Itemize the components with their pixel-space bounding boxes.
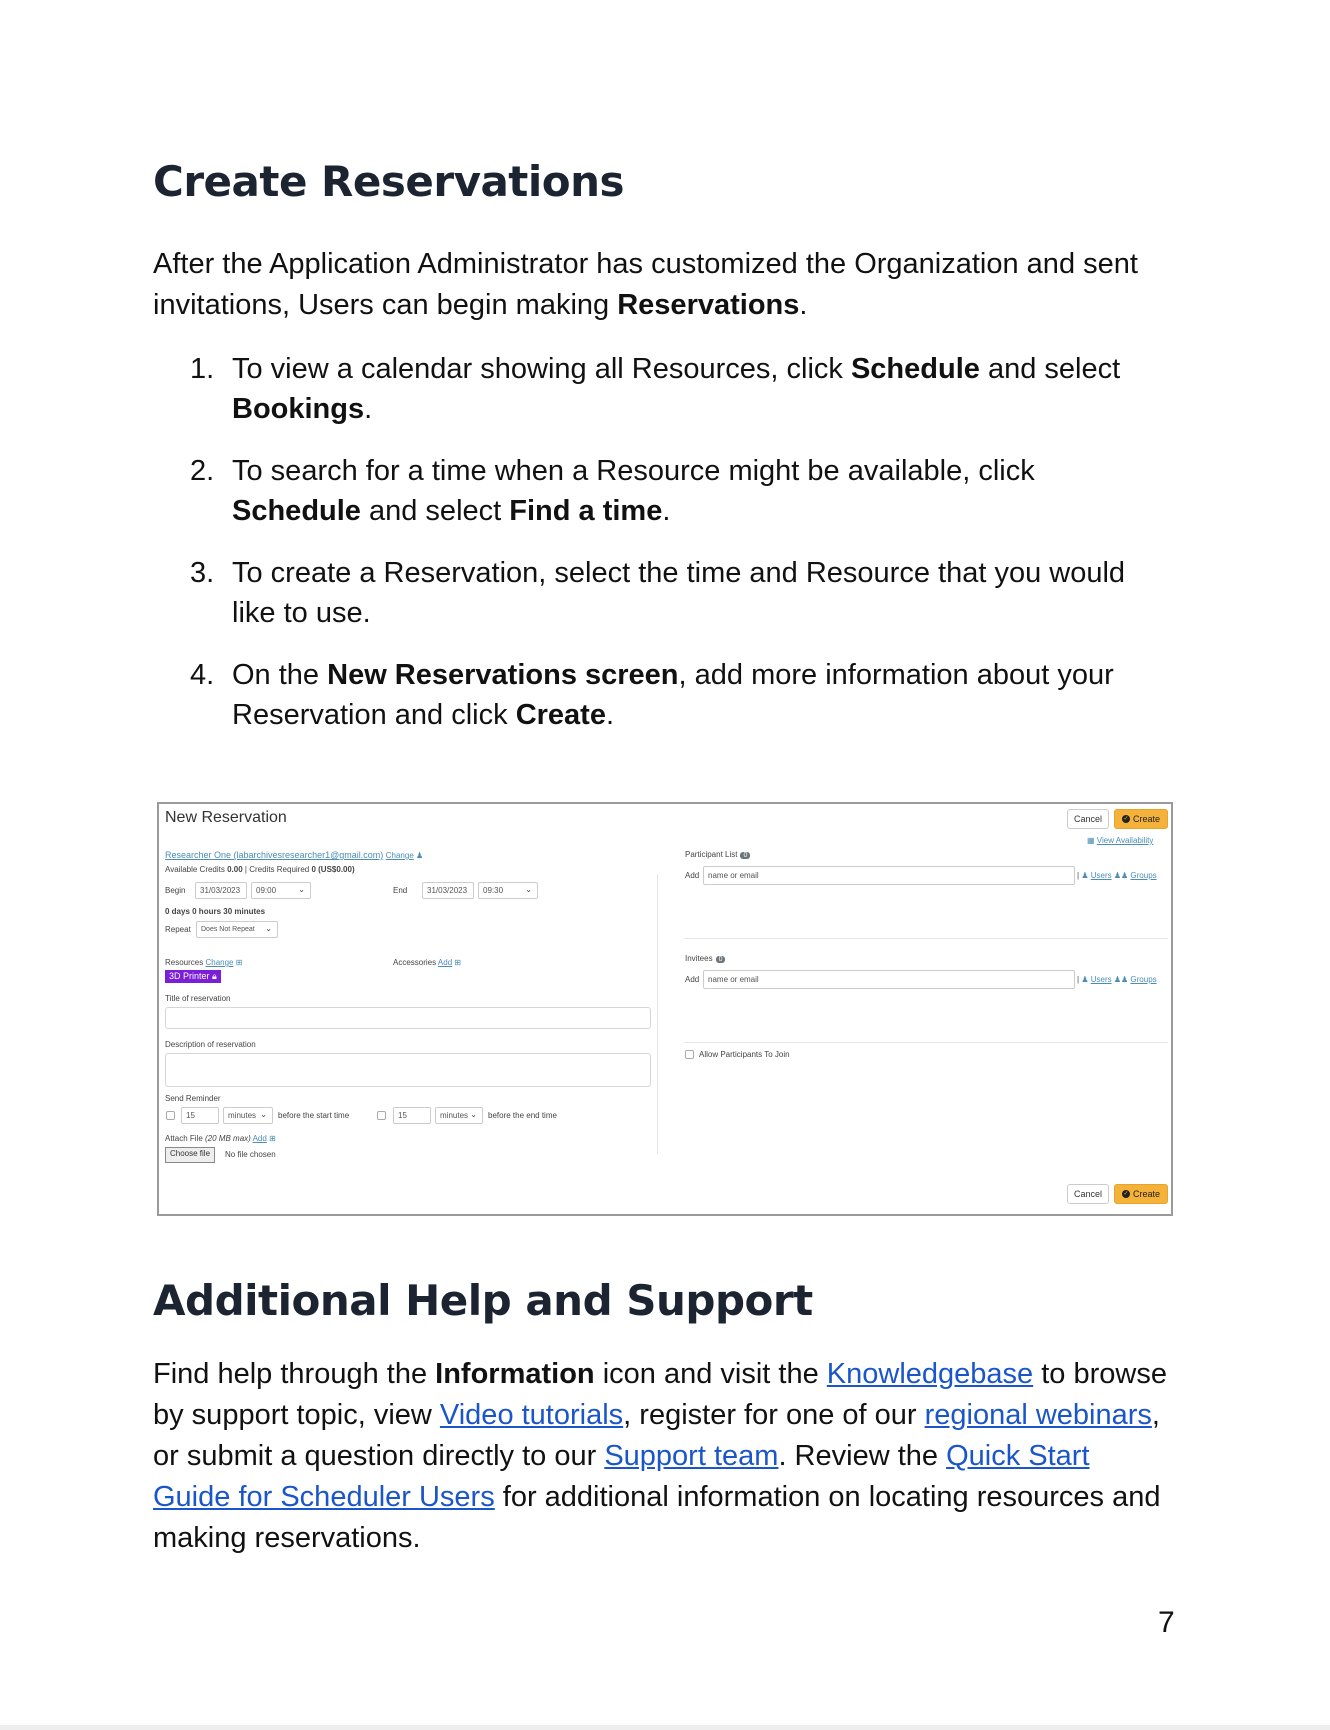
screenshot-title: New Reservation (165, 809, 287, 826)
resource-tag[interactable]: 3D Printer 🔒︎ (165, 970, 221, 983)
steps-list (190, 349, 1150, 757)
invitees-users-link[interactable]: Users (1090, 975, 1112, 984)
no-file-text: No file chosen (225, 1150, 276, 1159)
participant-list-area (685, 887, 1168, 939)
end-reminder-input[interactable]: 15 (393, 1107, 431, 1124)
description-textarea[interactable] (165, 1053, 651, 1087)
resources-change-link[interactable]: Change (205, 958, 234, 967)
participant-input[interactable]: name or email (703, 866, 1075, 885)
regional-webinars-link[interactable]: regional webinars (924, 1399, 1152, 1431)
page-bottom-rule (0, 1725, 1330, 1730)
chevron-down-icon: ⌄ (265, 924, 272, 933)
plus-icon: ⊞ (454, 958, 462, 967)
invitees-groups-link[interactable]: Groups (1130, 975, 1157, 984)
calendar-icon: ▦ (1087, 836, 1097, 845)
allow-join-label: Allow Participants To Join (699, 1050, 790, 1059)
create-button-bottom[interactable]: ✓ Create (1114, 1184, 1168, 1204)
invitees-add-label: Add (685, 975, 700, 984)
participant-add-label: Add (685, 871, 700, 880)
plus-icon: ⊞ (235, 958, 243, 967)
video-tutorials-link[interactable]: Video tutorials (439, 1399, 624, 1431)
quick-start-guide-link[interactable]: Quick Start Guide for Scheduler Users (153, 1440, 1090, 1513)
accessories-line: Accessories Add ⊞ (393, 958, 462, 967)
page-number: 7 (1158, 1606, 1175, 1639)
user-icon: ♟ (1081, 975, 1089, 984)
intro-paragraph: After the Application Administrator has customized the Organization and sent invitations, Users can begin making Reservations. (153, 248, 1138, 321)
knowledgebase-link[interactable]: Knowledgebase (826, 1358, 1034, 1390)
plus-icon: ⊞ (269, 1134, 276, 1143)
repeat-label: Repeat (165, 925, 191, 934)
chevron-down-icon: ⌄ (260, 1110, 267, 1119)
start-reminder-checkbox[interactable] (166, 1111, 175, 1120)
new-reservation-screenshot (157, 802, 1173, 1216)
list-item: 2. To search for a time when a Resource might be available, click Schedule and select Find a time. (190, 455, 1035, 527)
column-divider (657, 874, 658, 1154)
duration-text: 0 days 0 hours 30 minutes (165, 907, 266, 916)
begin-time-select[interactable]: 09:00 ⌄ (251, 882, 311, 899)
user-icon: ♟ (413, 851, 424, 860)
cancel-button[interactable]: Cancel (1067, 809, 1109, 829)
participant-groups-link[interactable]: Groups (1130, 871, 1157, 880)
chevron-down-icon: ⌄ (525, 885, 532, 894)
support-team-link[interactable]: Support team (604, 1440, 779, 1472)
end-label: End (393, 886, 408, 895)
chevron-down-icon: ⌄ (470, 1110, 477, 1119)
begin-date-input[interactable]: 31/03/2023 (195, 882, 247, 899)
check-icon: ✓ (1123, 1191, 1129, 1197)
user-icon: ♟ (1081, 871, 1089, 880)
start-reminder-unit-select[interactable]: minutes ⌄ (223, 1107, 273, 1124)
list-item: 3. To create a Reservation, select the time and Resource that you would like to use. (190, 557, 1126, 629)
end-reminder-unit-select[interactable]: minutes ⌄ (435, 1107, 483, 1124)
participant-list-label: Participant List 0 (685, 850, 750, 859)
list-item: 4. On the New Reservations screen, add more information about your Reservation and click Create. (190, 659, 1114, 731)
user-line (165, 850, 423, 860)
section-title-help: Additional Help and Support (153, 1276, 813, 1325)
end-date-input[interactable]: 31/03/2023 (422, 882, 474, 899)
list-item: 1. To view a calendar showing all Resources, click Schedule and select Bookings. (190, 353, 1121, 425)
lock-icon: 🔒︎ (212, 971, 217, 981)
repeat-select[interactable]: Does Not Repeat ⌄ (196, 921, 278, 938)
participant-users-link[interactable]: Users (1090, 871, 1112, 880)
page-title: Create Reservations (153, 157, 625, 206)
send-reminder-label: Send Reminder (165, 1094, 221, 1103)
invitees-users-groups: | ♟ Users ♟♟ Groups (1077, 975, 1157, 984)
check-icon: ✓ (1123, 816, 1129, 822)
choose-file-button[interactable]: Choose file (165, 1147, 215, 1163)
invitees-label: Invitees 0 (685, 954, 725, 963)
before-end-text: before the end time (488, 1111, 557, 1120)
title-input[interactable] (165, 1007, 651, 1029)
create-button[interactable]: ✓ Create (1114, 809, 1168, 829)
attach-line: Attach File (20 MB max) Add ⊞ (165, 1134, 276, 1143)
end-reminder-checkbox[interactable] (377, 1111, 386, 1120)
credits-line: Available Credits 0.00 | Credits Required 0 (US$0.00) (165, 865, 355, 874)
invitees-input[interactable]: name or email (703, 970, 1075, 989)
change-user-link[interactable]: Change (385, 851, 414, 860)
start-reminder-input[interactable]: 15 (181, 1107, 219, 1124)
allow-join-checkbox[interactable] (685, 1050, 694, 1059)
invitees-list-area (685, 991, 1168, 1043)
view-availability-link[interactable]: ▦ View Availability (1087, 836, 1154, 845)
participant-users-groups: | ♟ Users ♟♟ Groups (1077, 871, 1157, 880)
help-paragraph: Find help through the Information icon and visit the Knowledgebase to browse by support topic, view Video tutorials, register for one of our regional webinars, or submit a question directly to our Support team. Review the Quick Start Guide for Scheduler Users for additional information on locating resources and making reservations. (153, 1358, 1167, 1554)
cancel-button-bottom[interactable]: Cancel (1067, 1184, 1109, 1204)
begin-label: Begin (165, 886, 186, 895)
attach-add-link[interactable]: Add (252, 1134, 267, 1143)
user-link[interactable]: Researcher One (labarchivesresearcher1@gmail.com) (165, 850, 384, 860)
resources-line: Resources Change ⊞ (165, 958, 243, 967)
accessories-add-link[interactable]: Add (437, 958, 453, 967)
chevron-down-icon: ⌄ (298, 885, 305, 894)
before-start-text: before the start time (278, 1111, 350, 1120)
groups-icon: ♟♟ (1113, 871, 1129, 880)
title-label: Title of reservation (165, 994, 231, 1003)
description-label: Description of reservation (165, 1040, 256, 1049)
groups-icon: ♟♟ (1113, 975, 1129, 984)
end-time-select[interactable]: 09:30 ⌄ (478, 882, 538, 899)
